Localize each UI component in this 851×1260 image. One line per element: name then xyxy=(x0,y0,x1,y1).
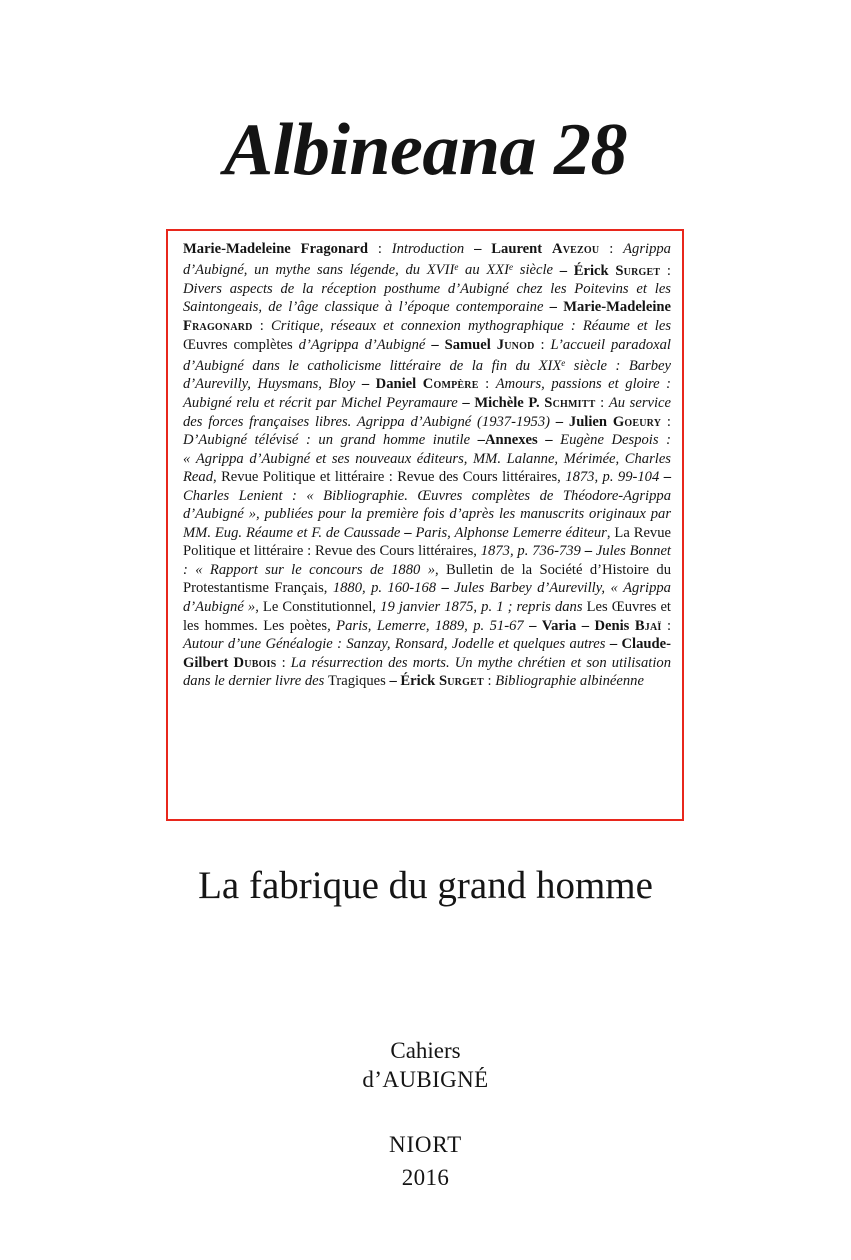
imprint-series-line1: Cahiers xyxy=(390,1038,461,1063)
page-subtitle: La fabrique du grand homme xyxy=(198,864,653,907)
contents-text xyxy=(183,240,671,691)
imprint-block xyxy=(0,1036,851,1094)
publication-year: 2016 xyxy=(401,1165,450,1190)
colophon-block xyxy=(0,1128,851,1194)
contents-paragraph: Marie-Madeleine Fragonard : Introduction – Laurent Avezou : Agrippa d’Aubigné, un mythe sans légende, du XVIIe au XXIe siècle – Érick Surget : Divers aspects de la réception posthume d’Aubigné chez les Poitevins et les Saintongeais, de l’âge classique à l’époque contemporaine – Marie-Madeleine Fragonard : Critique, réseaux et connexion mythographique : Réaume et les Œuvres complètes d’Agrippa d’Aubigné – Samuel Junod : L’accueil paradoxal d’Aubigné dans le catholicisme littéraire de la fin du XIXe siècle : Barbey d’Aurevilly, Huysmans, Bloy – Daniel Compère : Amours, passions et gloire : Aubigné relu et récrit par Michel Peyramaure – Michèle P. Schmitt : Au service des forces françaises libres. Agrippa d’Aubigné (1937-1953) – Julien Goeury : D’Aubigné télévisé : un grand homme inutile –Annexes – Eugène Despois : « Agrippa d’Aubigné et ses nouveaux éditeurs, MM. Lalanne, Mérimée, Charles Read, Revue Politique et littéraire : Revue des Cours littéraires, 1873, p. 99-104 – Charles Lenient : « Bibliographie. Œuvres complètes de Théodore-Agrippa d’Aubigné », publiées pour la première fois d’après les manuscrits originaux par MM. Eug. Réaume et F. de Caussade – Paris, Alphonse Lemerre éditeur, La Revue Politique et littéraire : Revue des Cours littéraires, 1873, p. 736-739 – Jules Bonnet : « Rapport sur le concours de 1880 », Bulletin de la Société d’Histoire du Protestantisme Français, 1880, p. 160-168 – Jules Barbey d’Aurevilly, « Agrippa d’Aubigné », Le Constitutionnel, 19 janvier 1875, p. 1 ; repris dans Les Œuvres et les hommes. Les poètes, Paris, Lemerre, 1889, p. 51-67 – Varia – Denis Bjaï : Autour d’une Généalogie : Sanzay, Ronsard, Jodelle et quelques autres – Claude-Gilbert Dubois : La résurrection des morts. Un mythe chrétien et son utilisation dans le dernier livre des Tragiques – Érick Surget : Bibliographie albinéenne xyxy=(183,241,672,690)
contents-frame xyxy=(166,229,684,821)
publication-city: NIORT xyxy=(389,1132,462,1157)
page-title: Albineana 28 xyxy=(223,109,628,191)
imprint-series-line2: d’AUBIGNÉ xyxy=(362,1067,489,1092)
